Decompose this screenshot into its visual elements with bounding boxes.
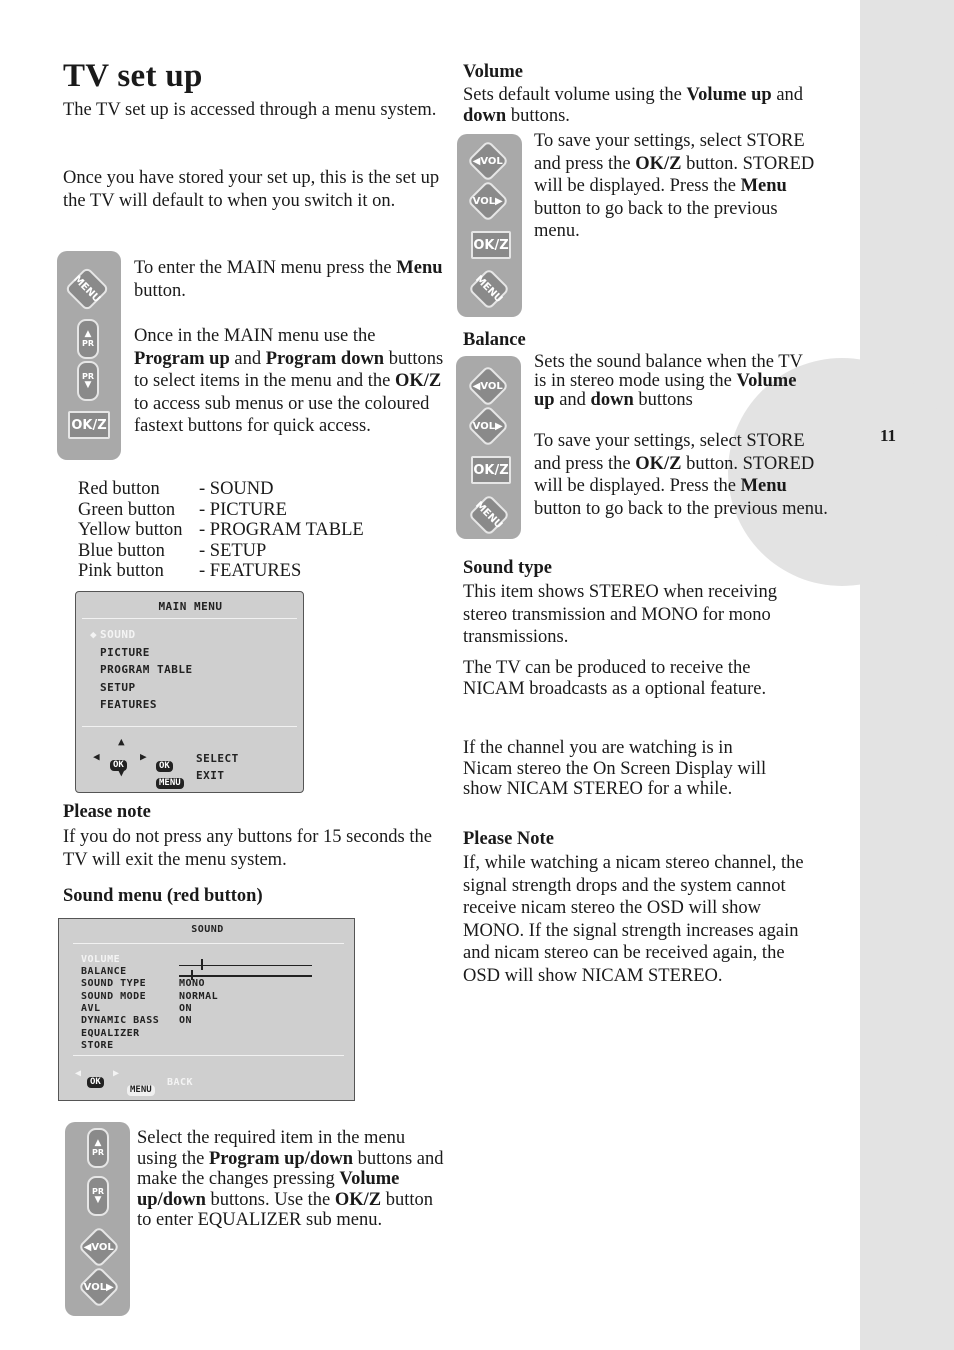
sound-osd-left-arrow-icon: ◀ — [75, 1068, 82, 1079]
sound-row-volume: VOLUME — [81, 954, 121, 965]
main-menu-usage-text: Once in the MAIN menu use the Program up and Program down buttons to select items in the menu and the OK/Z to access sub menus or use the coloured fastext buttons for quick access. — [134, 326, 444, 436]
sound-row-avl: AVL — [81, 1003, 101, 1014]
balance-slider-track — [179, 975, 312, 977]
sound-osd-title: SOUND — [191, 924, 224, 935]
okz-button-icon: OK/Z — [471, 231, 511, 259]
volume-down-icon: ◀VOL — [78, 1226, 120, 1268]
osd-item-setup: SETUP — [100, 681, 136, 694]
please-note-2-text: If, while watching a nicam stereo channel, the signal strength drops and the system cannot receive nicam stereo the OSD will show MONO. If the signal strength increases again and nicam stereo can be received again, the OSD will show NICAM STEREO. — [463, 853, 804, 986]
volume-up-icon: VOL▶ — [467, 180, 509, 222]
sound-osd-back-label: BACK — [167, 1077, 194, 1088]
osd-menu-icon: MENU — [156, 778, 184, 789]
enter-menu-text: To enter the MAIN menu press the Menu button. — [134, 258, 443, 301]
menu-button-icon: MENU — [468, 268, 510, 310]
sound-type-paragraph-2: The TV can be produced to receive the NICAM broadcasts as a optional feature. — [463, 658, 767, 699]
balance-save-text: To save your settings, select STORE and press the OK/Z button. STORED will be displayed. Press the Menu button to go back to the previous menu. — [534, 431, 828, 519]
osd-item-sound: SOUND — [100, 628, 136, 641]
balance-description: Sets the sound balance when the TV is in stereo mode using the Volume up and down buttons — [534, 352, 803, 410]
osd-select-label: SELECT — [196, 752, 239, 765]
osd-ok-select-icon: OK — [156, 761, 173, 772]
sound-mode-value: NORMAL — [179, 991, 219, 1002]
sound-row-dynamic-bass: DYNAMIC BASS — [81, 1015, 160, 1026]
sound-row-balance: BALANCE — [81, 966, 127, 977]
volume-slider-thumb — [201, 959, 203, 970]
avl-value: ON — [179, 1003, 193, 1014]
sound-row-sound-type: SOUND TYPE — [81, 978, 147, 989]
intro-paragraph-1: The TV set up is accessed through a menu system. — [63, 100, 437, 120]
dynamic-bass-value: ON — [179, 1015, 193, 1026]
osd-selected-bullet: ◆ — [90, 628, 98, 641]
osd-right-arrow-icon: ▶ — [140, 750, 148, 763]
remote-strip-volume — [457, 134, 522, 317]
volume-up-icon: VOL▶ — [467, 405, 509, 447]
sound-type-value: MONO — [179, 978, 206, 989]
intro-paragraph-2: Once you have stored your set up, this is the set up the TV will default to when you switch it on. — [63, 168, 440, 211]
please-note-2-heading: Please Note — [463, 829, 554, 849]
volume-up-icon: VOL▶ — [78, 1266, 120, 1308]
program-up-icon: ▲ PR — [77, 319, 99, 359]
volume-down-icon: ◀VOL — [467, 365, 509, 407]
osd-up-arrow-icon: ▲ — [118, 735, 126, 748]
osd-exit-label: EXIT — [196, 769, 225, 782]
osd-title: MAIN MENU — [158, 600, 223, 613]
volume-slider-track — [179, 965, 312, 966]
remote-strip-sound — [65, 1122, 130, 1316]
okz-button-icon: OK/Z — [471, 456, 511, 484]
volume-save-text: To save your settings, select STORE and press the OK/Z button. STORED will be displayed. Press the Menu button to go back to the previous menu. — [534, 131, 815, 241]
program-up-icon: ▲ PR — [87, 1128, 109, 1168]
volume-down-icon: ◀VOL — [467, 140, 509, 182]
fastext-row-green: Green button - PICTURE — [78, 499, 287, 520]
page-number: 11 — [880, 426, 897, 445]
main-menu-osd — [75, 591, 304, 793]
please-note-text: If you do not press any buttons for 15 seconds the TV will exit the menu system. — [63, 827, 432, 870]
fastext-row-yellow: Yellow button - PROGRAM TABLE — [78, 520, 364, 540]
menu-button-icon: MENU — [468, 494, 510, 536]
osd-item-picture: PICTURE — [100, 646, 150, 659]
sound-osd-right-arrow-icon: ▶ — [113, 1068, 120, 1079]
remote-strip-main-menu — [57, 251, 121, 460]
sound-row-sound-mode: SOUND MODE — [81, 991, 147, 1002]
program-down-icon: PR ▼ — [77, 361, 99, 401]
please-note-heading: Please note — [63, 802, 151, 822]
fastext-row-blue: Blue button - SETUP — [78, 540, 267, 561]
page-title: TV set up — [63, 58, 203, 94]
sound-row-store: STORE — [81, 1040, 114, 1051]
menu-button-icon: MENU — [64, 266, 109, 311]
volume-heading: Volume — [463, 62, 523, 82]
volume-description: Sets default volume using the Volume up and down buttons. — [463, 85, 804, 126]
osd-left-arrow-icon: ◀ — [93, 750, 101, 763]
osd-down-arrow-icon: ▼ — [118, 766, 126, 779]
sound-type-paragraph-1: This item shows STEREO when receiving stereo transmission and MONO for mono transmissions. — [463, 582, 777, 647]
side-band — [860, 0, 954, 1350]
sound-type-heading: Sound type — [463, 558, 552, 578]
osd-item-program-table: PROGRAM TABLE — [100, 663, 193, 676]
sound-osd-ok-icon: OK — [87, 1077, 104, 1088]
select-item-text: Select the required item in the menu using the Program up/down buttons and make the changes pressing Volume up/down buttons. Use the OK/Z button to enter EQUALIZER sub menu. — [137, 1128, 444, 1230]
sound-menu-heading: Sound menu (red button) — [63, 886, 263, 906]
sound-type-paragraph-3: If the channel you are watching is in Nicam stereo the On Screen Display will show NICAM STEREO for a while. — [463, 738, 767, 799]
sound-osd-menu-icon: MENU — [127, 1085, 155, 1096]
osd-ok-icon: OK — [110, 760, 127, 771]
okz-button-icon: OK/Z — [68, 411, 110, 439]
osd-item-features: FEATURES — [100, 698, 157, 711]
sound-menu-osd — [58, 918, 355, 1101]
remote-strip-balance — [456, 356, 521, 539]
fastext-row-red: Red button - SOUND — [78, 479, 274, 499]
program-down-icon: PR ▼ — [87, 1176, 109, 1216]
fastext-row-pink: Pink button - FEATURES — [78, 561, 302, 581]
sound-row-equalizer: EQUALIZER — [81, 1028, 140, 1039]
balance-heading: Balance — [463, 330, 526, 350]
fastext-button-list — [78, 479, 364, 582]
